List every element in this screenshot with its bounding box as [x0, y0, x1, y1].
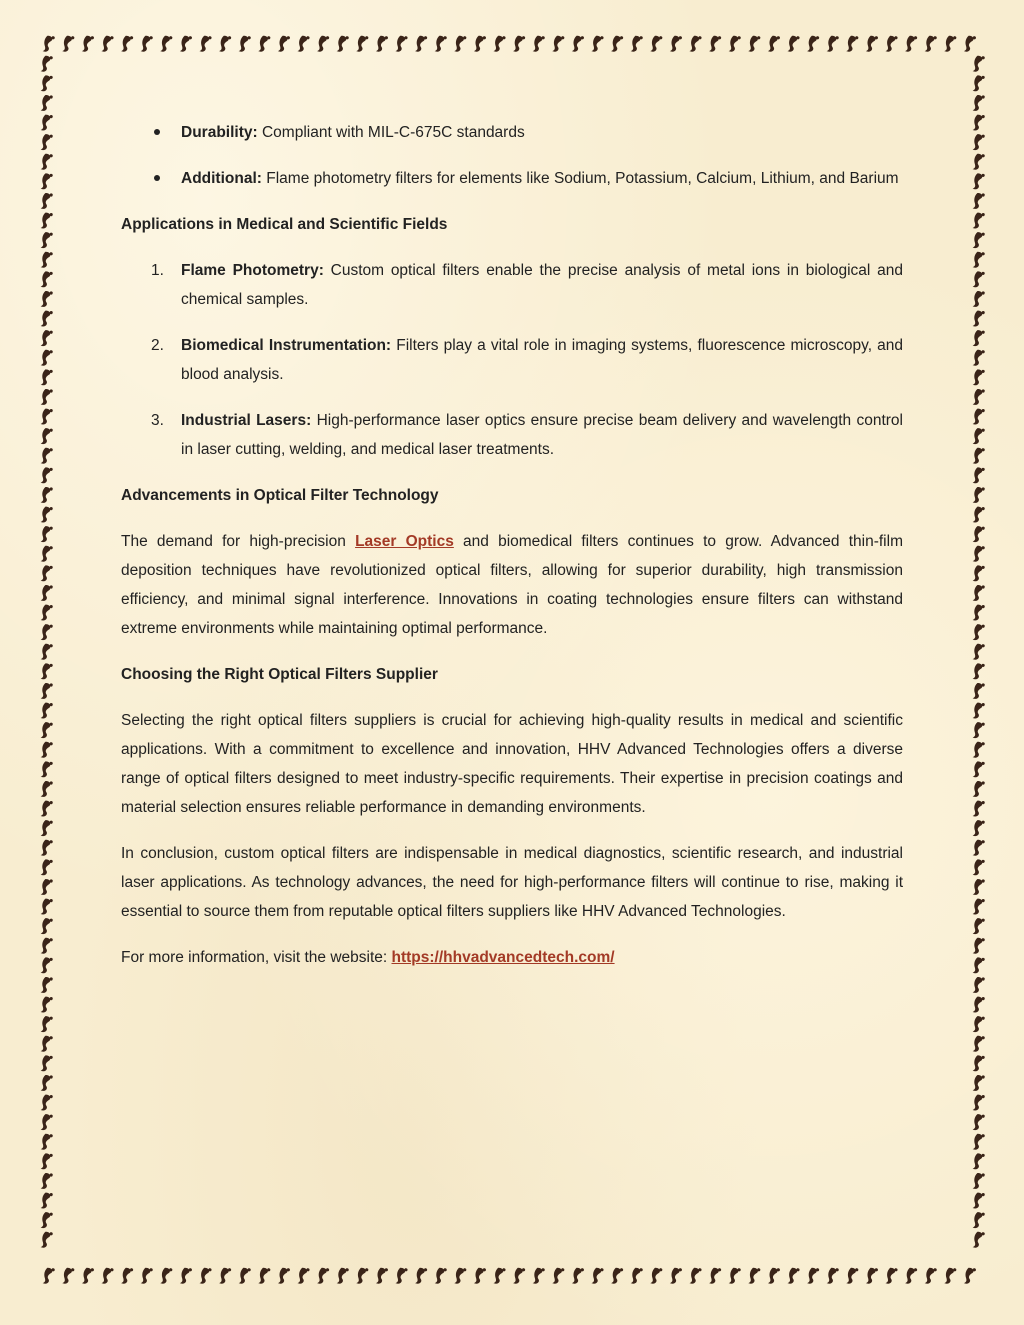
list-number: 3. — [151, 412, 164, 429]
paragraph — [121, 943, 903, 972]
bullet-label: Additional: — [181, 170, 262, 187]
spec-bullet-list — [121, 118, 903, 193]
list-item — [121, 164, 903, 193]
section-heading: Choosing the Right Optical Filters Supplier — [121, 666, 438, 683]
list-item — [121, 331, 903, 389]
website-link[interactable]: https://hhvadvancedtech.com/ — [391, 949, 615, 966]
applications-list — [121, 256, 903, 464]
item-text: High-performance laser optics ensure precise beam delivery and wavelength control in laser cutting, welding, and medical laser treatments. — [181, 412, 903, 458]
bullet-text: Compliant with MIL-C-675C standards — [261, 124, 525, 141]
item-text: Filters play a vital role in imaging systems, fluorescence microscopy, and blood analysis. — [181, 337, 903, 383]
item-label: Industrial Lasers: — [181, 412, 312, 429]
bullet-icon — [154, 175, 160, 181]
paragraph-text: For more information, visit the website: — [121, 949, 388, 966]
paragraph — [121, 527, 903, 643]
section-heading: Advancements in Optical Filter Technology — [121, 487, 439, 504]
list-item — [121, 118, 903, 147]
item-text: Custom optical filters enable the precise analysis of metal ions in biological and chemical samples. — [181, 262, 903, 308]
list-number: 2. — [151, 337, 164, 354]
document-body — [121, 118, 903, 989]
paragraph-text: and biomedical filters continues to grow. Advanced thin-film deposition techniques have revolutionized optical filters, allowing for superior durability, high transmission efficiency, and minimal signal interference. Innovations in coating technologies ensure filters can withstand extreme environments while maintaining optimal performance. — [121, 533, 903, 637]
item-label: Flame Photometry: — [181, 262, 324, 279]
item-label: Biomedical Instrumentation: — [181, 337, 392, 354]
bullet-label: Durability: — [181, 124, 258, 141]
bullet-icon — [154, 129, 160, 135]
paragraph: Selecting the right optical filters suppliers is crucial for achieving high-quality results in medical and scientific applications. With a commitment to excellence and innovation, HHV Advanced Technologies offers a diverse range of optical filters designed to meet industry-specific requirements. Their expertise in precision coatings and material selection ensures reliable performance in demanding environments. — [121, 712, 903, 816]
bullet-text: Flame photometry filters for elements like Sodium, Potassium, Calcium, Lithium, and Barium — [266, 170, 899, 187]
paragraph: In conclusion, custom optical filters are indispensable in medical diagnostics, scientific research, and industrial laser applications. As technology advances, the need for high-performance filters will continue to rise, making it essential to source them from reputable optical filters suppliers like HHV Advanced Technologies. — [121, 845, 903, 920]
laser-optics-link[interactable]: Laser Optics — [355, 533, 454, 550]
paragraph-text: The demand for high-precision — [121, 533, 346, 550]
list-item — [121, 406, 903, 464]
list-item — [121, 256, 903, 314]
list-number: 1. — [151, 262, 164, 279]
section-heading: Applications in Medical and Scientific Fields — [121, 216, 448, 233]
